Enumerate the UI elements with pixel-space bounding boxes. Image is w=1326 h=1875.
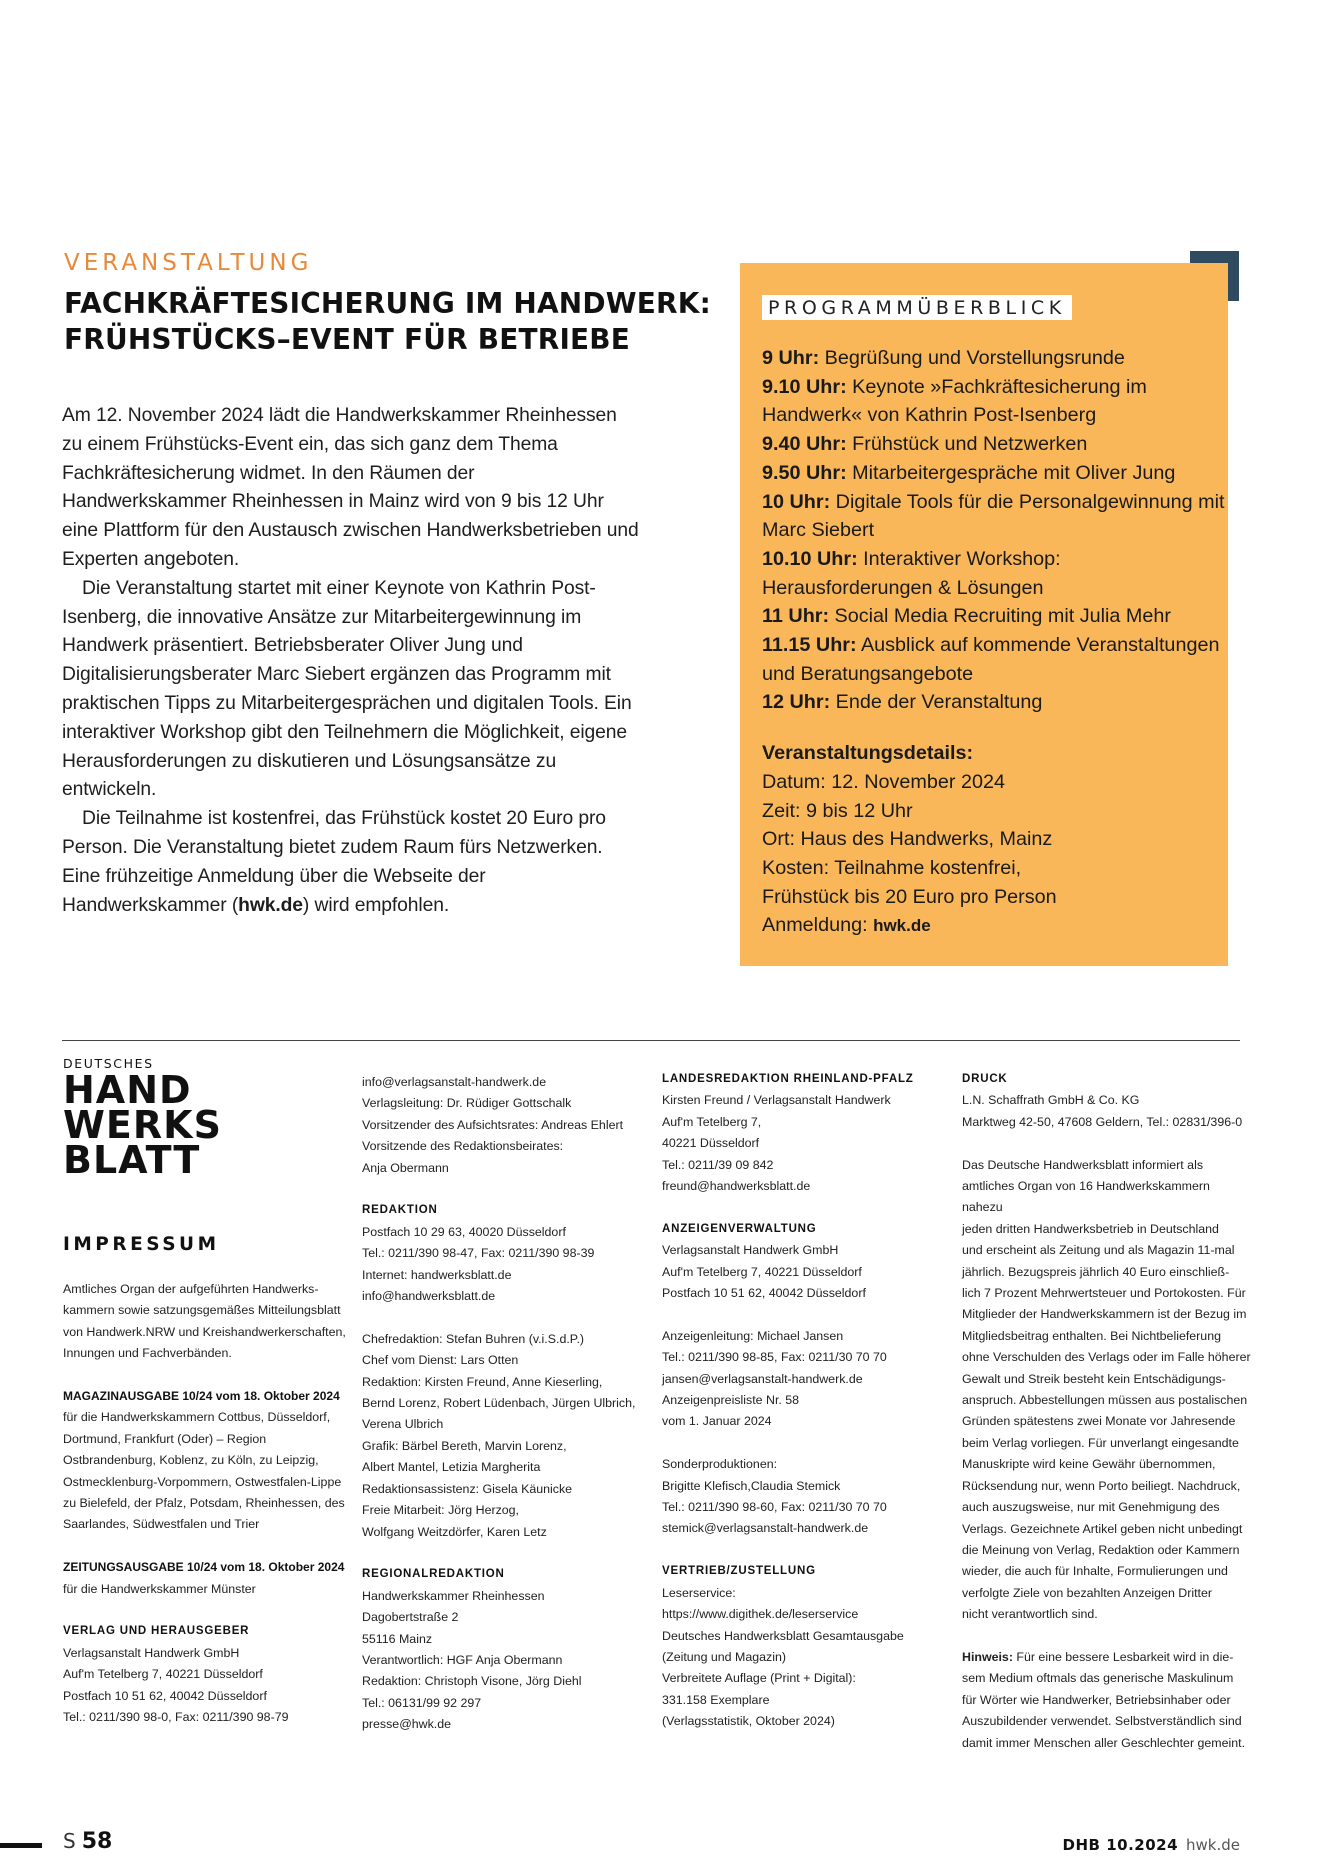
details-time: Zeit: 9 bis 12 Uhr — [762, 799, 913, 822]
issue-info: DHB 10.2024 hwk.de — [1062, 1836, 1240, 1854]
registration-link[interactable]: hwk.de — [873, 916, 931, 936]
zeitung-edition: ZEITUNGSAUSGABE 10/24 vom 18. Oktober 2024 für die Handwerkskammer Münster — [63, 1560, 345, 1596]
editorial-staff: Chefredaktion: Stefan Buhren (v.i.S.d.P.) Chef vom Dienst: Lars Otten Redaktion: Kirsten Freund, Anne Kieserling, Bernd Lorenz, Robert Lüdenbach, Jürgen Ulbrich, Verena Ulbrich Grafik: Bärbel Bereth, Marvin Lorenz, Albert Mantel, Letizia Margherita Redaktionsassistenz: Gisela Käunicke Freie Mitarbeit: Jörg Herzog, Wolfgang Weitzdörfer, Karen Letz — [362, 1331, 636, 1539]
program-item: 9.10 Uhr: Keynote »Fachkräftesicherung im Handwerk« von Kathrin Post-Isenberg — [762, 375, 1147, 427]
site-link[interactable]: hwk.de — [1186, 1836, 1240, 1854]
publication-info: Das Deutsche Handwerksblatt informiert als amtliches Organ von 16 Handwerkskammern nahezu jeden dritten Handwerksbetrieb in Deutschland und erscheint als Zeitung und als Magazin 11-mal jährlich. Bezugspreis jährlich 40 Euro einschließ- lich 7 Prozent Mehrwertsteuer und Portokosten. Für Mitglieder der Handwerkskammern ist der Bezug im Mitgliedsbeitrag enthalten. Bei Nichtbelieferung ohne Verschulden des Verlags oder im Falle höherer Gewalt und Streik besteht kein Entschädigungs- anspruch. Abbestellungen müssen aus postalischen Gründen spätestens zwei Monate vor Jahresende beim Verlag vorliegen. Für unverlangt eingesandte Manuskripte wird keine Gewähr übernommen, Rücksendung nur, wenn Porto beiliegt. Nachdruck, auch auszugsweise, nur mit Genehmigung des Verlags. Gezeichnete Artikel geben nicht unbedingt die Meinung von Verlag, Redaktion oder Kammern wieder, die auch für Inhalte, Formulierungen und verfolgte Ziele von bezahlten Anzeigen Dritter nicht verantwortlich sind. — [962, 1157, 1251, 1622]
hwk-link[interactable]: hwk.de — [238, 894, 303, 916]
details-registration: Anmeldung: hwk.de — [762, 914, 931, 937]
printer: DRUCK L.N. Schaffrath GmbH & Co. KG Marktweg 42-50, 47608 Geldern, Tel.: 02831/396-0 — [962, 1073, 1243, 1129]
details-date: Datum: 12. November 2024 — [762, 770, 1005, 793]
ad-management: ANZEIGENVERWALTUNG Verlagsanstalt Handwerk GmbH Auf'm Tetelberg 7, 40221 Düsseldorf Postfach 10 51 62, 40042 Düsseldorf — [662, 1222, 866, 1301]
program-item: 9.50 Uhr: Mitarbeitergespräche mit Oliver Jung — [762, 461, 1176, 484]
magazin-edition: MAGAZINAUSGABE 10/24 vom 18. Oktober 2024 für die Handwerkskammern Cottbus, Düsseldorf, Dortmund, Frankfurt (Oder) – Region Ostbrandenburg, Koblenz, zu Köln, zu Leipzig, Ostmecklenburg-Vorpommern, Ostwestfalen-Lippe zu Bielefeld, der Pfalz, Potsdam, Rheinhessen, des Saarlandes, Südwestfalen und Trier — [63, 1389, 345, 1532]
regional-office: REGIONALREDAKTION Handwerkskammer Rheinhessen Dagobertstraße 2 55116 Mainz Verantwortlich: HGF Anja Obermann Redaktion: Christoph Visone, Jörg Diehl Tel.: 06131/99 92 297 presse@hwk.de — [362, 1568, 582, 1732]
state-office: LANDESREDAKTION RHEINLAND-PFALZ Kirsten Freund / Verlagsanstalt Handwerk Auf'm Tetelberg 7, 40221 Düsseldorf Tel.: 0211/39 09 842 freund@handwerksblatt.de — [662, 1073, 914, 1194]
event-details — [762, 739, 1228, 941]
impressum-column-1 — [63, 1279, 353, 1750]
article-paragraph-1: Am 12. November 2024 lädt die Handwerkskammer Rheinhessen zu einem Frühstücks-Event ein, das sich ganz dem Thema Fachkräftesicherung widmet. In den Räumen der Handwerkskammer Rheinhessen in Mainz wird von 9 bis 12 Uhr eine Plattform für den Austausch zwischen Handwerksbetrieben und Experten angeboten. — [62, 405, 639, 570]
handwerksblatt-logo: DEUTSCHES HAND WERKS BLATT — [63, 1056, 222, 1182]
article-paragraph-2: Die Veranstaltung startet mit einer Keynote von Kathrin Post-Isenberg, die innovative Ansätze zur Mitarbeitergewinnung im Handwerk präsentiert. Betriebsberater Oliver Jung und Digitalisierungsberater Marc Siebert ergänzen das Programm mit praktischen Tipps zu Mitarbeitergesprächen und digitalen Tools. Ein interaktiver Workshop gibt den Teilnehmern die Möglichkeit, eigene Herausforderungen zu diskutieren und Lösungsansätze zu entwickeln. — [62, 577, 632, 801]
program-item: 10 Uhr: Digitale Tools für die Personalgewinnung mit Marc Siebert — [762, 490, 1225, 542]
program-list — [762, 344, 1228, 717]
impressum-title: IMPRESSUM — [63, 1234, 220, 1255]
footer-bar — [0, 1843, 42, 1848]
impressum-column-2 — [362, 1072, 652, 1757]
article-body — [62, 402, 642, 920]
gender-note: Hinweis: Für eine bessere Lesbarkeit wird in die- sem Medium oftmals das generische Maskulinum für Wörter wie Handwerker, Betriebsinhaber oder Auszubildender verwendet. Selbstverständlich sind damit immer Menschen aller Geschlechter gemeint. — [962, 1649, 1246, 1750]
program-item: 9 Uhr: Begrüßung und Vorstellungsrunde — [762, 347, 1125, 369]
headline-line-1: FACHKRÄFTESICHERUNG IM HANDWERK: — [64, 287, 711, 320]
ad-lead: Anzeigenleitung: Michael Jansen Tel.: 0211/390 98-85, Fax: 0211/30 70 70 jansen@verlagsanstalt-handwerk.de Anzeigenpreisliste Nr. 58 vom 1. Januar 2024 — [662, 1328, 887, 1429]
article-headline — [64, 286, 730, 358]
program-label: PROGRAMMÜBERBLICK — [762, 295, 1072, 320]
publisher-contacts: info@verlagsanstalt-handwerk.de Verlagsleitung: Dr. Rüdiger Gottschalk Vorsitzender des Aufsichtsrates: Andreas Ehlert Vorsitzende des Redaktionsbeirates: Anja Obermann — [362, 1075, 624, 1175]
editorial-office: REDAKTION Postfach 10 29 63, 40020 Düsseldorf Tel.: 0211/390 98-47, Fax: 0211/390 98-39 Internet: handwerksblatt.de info@handwerksblatt.de — [362, 1204, 595, 1304]
program-item: 12 Uhr: Ende der Veranstaltung — [762, 691, 1043, 714]
impressum-column-4 — [962, 1069, 1252, 1775]
article-paragraph-3: Die Teilnahme ist kostenfrei, das Frühstück kostet 20 Euro pro Person. Die Veranstaltung bietet zudem Raum fürs Netzwerken. Eine frühzeitige Anmeldung über die Webseite der Handwerkskammer (hwk.de) wird empfohlen. — [62, 808, 606, 916]
article-kicker: VERANSTALTUNG — [64, 250, 313, 276]
impressum-column-3 — [662, 1069, 952, 1754]
section-divider — [62, 1040, 1240, 1041]
program-item: 9.40 Uhr: Frühstück und Netzwerken — [762, 433, 1088, 456]
program-item: 10.10 Uhr: Interaktiver Workshop: Herausforderungen & Lösungen — [762, 547, 1061, 599]
details-cost-breakfast: Frühstück bis 20 Euro pro Person — [762, 885, 1057, 908]
special-productions: Sonderproduktionen: Brigitte Klefisch,Claudia Stemick Tel.: 0211/390 98-60, Fax: 0211/30 70 70 stemick@verlagsanstalt-handwerk.de — [662, 1457, 887, 1536]
distribution: VERTRIEB/ZUSTELLUNG Leserservice: https://www.digithek.de/leserservice Deutsches Handwerksblatt Gesamtausgabe (Zeitung und Magazin) Verbreitete Auflage (Print + Digital): 331.158 Exemplare (Verlagsstatistik, Oktober 2024) — [662, 1565, 904, 1729]
page-number: S 58 — [63, 1829, 113, 1854]
imprint-intro: Amtliches Organ der aufgeführten Handwerks- kammern sowie satzungsgemäßes Mitteilungsblatt von Handwerk.NRW und Kreishandwerkerschaften, Innungen und Fachverbänden. — [63, 1282, 346, 1361]
program-item: 11.15 Uhr: Ausblick auf kommende Veranstaltungen und Beratungsangebote — [762, 634, 1220, 685]
publisher: VERLAG UND HERAUSGEBER Verlagsanstalt Handwerk GmbH Auf'm Tetelberg 7, 40221 Düsseldorf Postfach 10 51 62, 40042 Düsseldorf Tel.: 0211/390 98-0, Fax: 0211/390 98-79 — [63, 1625, 289, 1725]
program-item: 11 Uhr: Social Media Recruiting mit Julia Mehr — [762, 605, 1171, 628]
details-title: Veranstaltungsdetails: — [762, 742, 974, 765]
headline-line-2: FRÜHSTÜCKS–EVENT FÜR BETRIEBE — [64, 323, 631, 356]
details-cost: Kosten: Teilnahme kostenfrei, — [762, 856, 1022, 879]
program-overview-box — [740, 263, 1228, 966]
details-place: Ort: Haus des Handwerks, Mainz — [762, 828, 1053, 851]
